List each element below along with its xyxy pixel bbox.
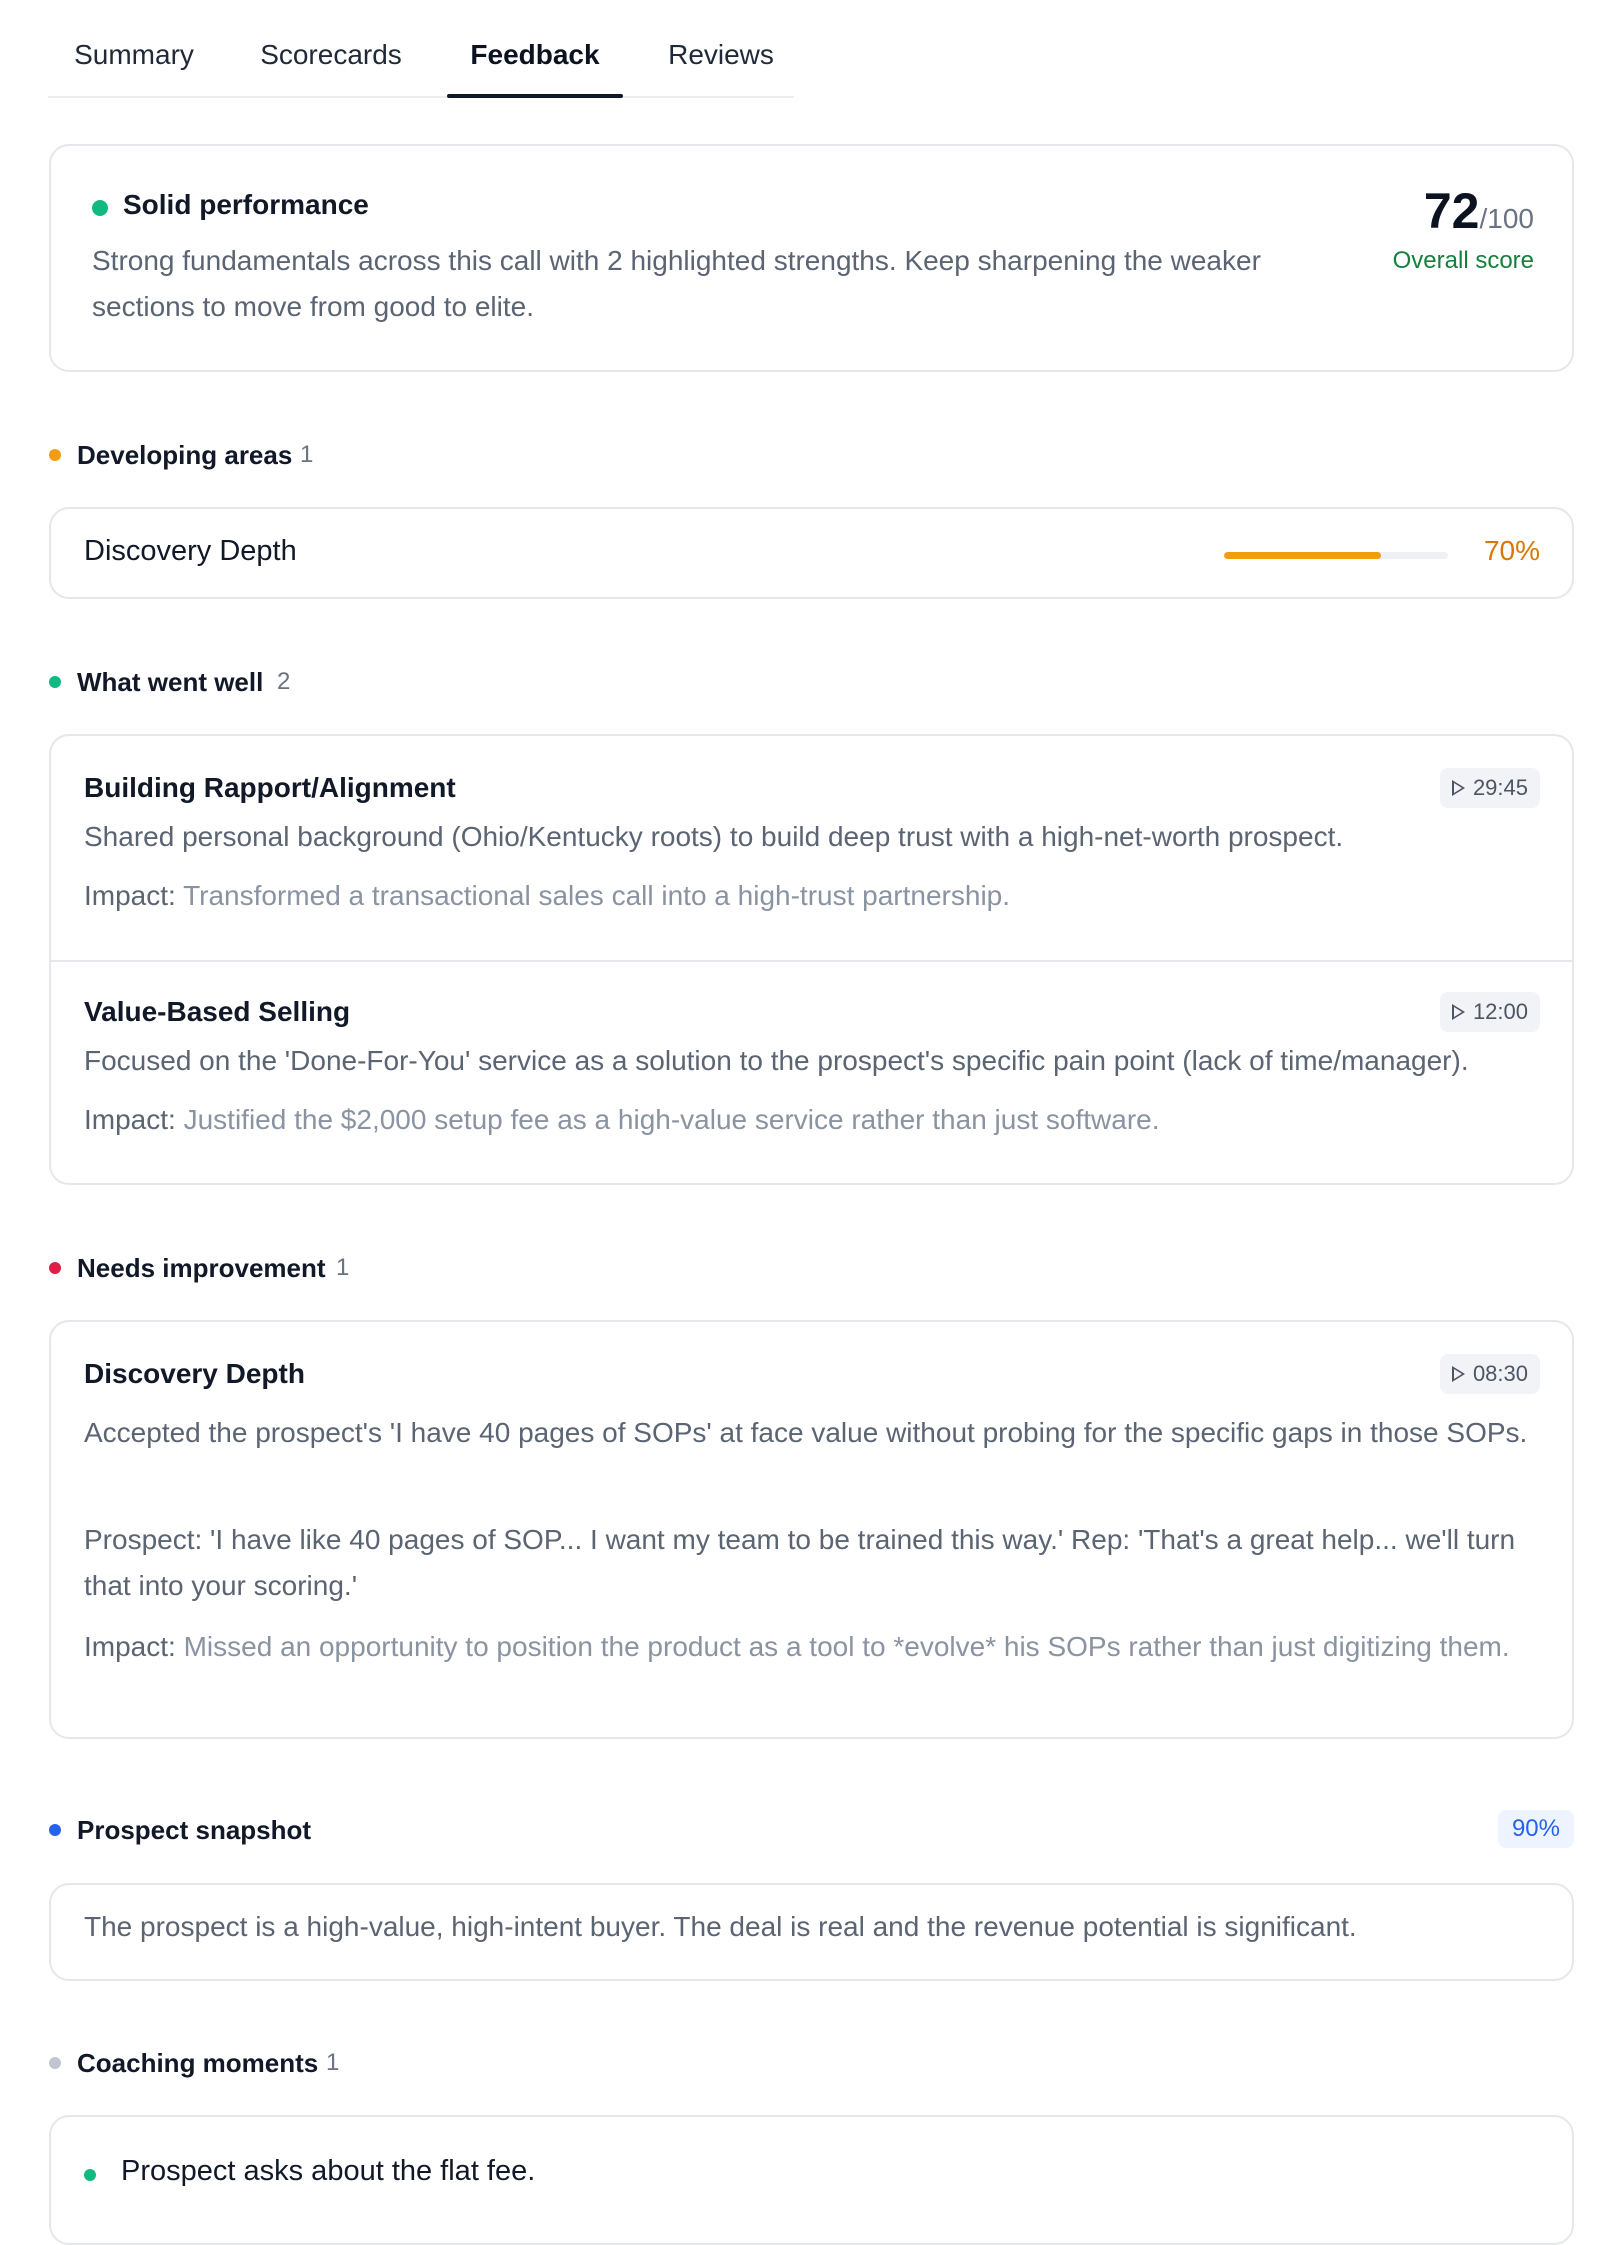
developing-area-percent: 70% bbox=[1483, 535, 1540, 566]
section-title: Coaching moments bbox=[77, 2048, 319, 2078]
item-title: Value-Based Selling bbox=[84, 996, 351, 1027]
orange-dot-icon bbox=[49, 449, 61, 461]
play-icon bbox=[1452, 780, 1465, 796]
tab-summary[interactable]: Summary bbox=[74, 39, 194, 70]
snapshot-percent-badge: 90% bbox=[1498, 1810, 1574, 1848]
went-well-card bbox=[49, 734, 1574, 1185]
section-count: 1 bbox=[300, 441, 314, 468]
tab-scorecards[interactable]: Scorecards bbox=[260, 39, 402, 70]
tab-reviews[interactable]: Reviews bbox=[668, 39, 774, 70]
feedback-item bbox=[51, 736, 1572, 960]
item-quote: Prospect: 'I have like 40 pages of SOP... I want my team to be trained this way.' Rep: 'That's a great help... we'll turn that into your scoring.' bbox=[84, 1524, 1516, 1601]
timestamp-button[interactable]: 12:00 bbox=[1440, 992, 1540, 1032]
tab-bar bbox=[48, 30, 794, 98]
score-value: 72 bbox=[1423, 183, 1480, 239]
item-impact: Impact: Missed an opportunity to position the product as a tool to *evolve* his SOPs rather than just digitizing them. bbox=[84, 1631, 1510, 1662]
tab-feedback[interactable]: Feedback bbox=[447, 30, 623, 96]
gray-dot-icon bbox=[49, 2057, 61, 2069]
coaching-moments-card bbox=[49, 2115, 1574, 2245]
item-description: Focused on the 'Done-For-You' service as a solution to the prospect's specific pain point (lack of time/manager). bbox=[84, 1045, 1469, 1076]
section-count: 1 bbox=[336, 1254, 350, 1281]
item-impact: Impact: Transformed a transactional sales call into a high-trust partnership. bbox=[84, 880, 1011, 911]
score-max: /100 bbox=[1479, 203, 1534, 234]
summary-description: Strong fundamentals across this call with 2 highlighted strengths. Keep sharpening the weaker sections to move from good to elite. bbox=[92, 245, 1261, 322]
timestamp-button[interactable]: 08:30 bbox=[1440, 1354, 1540, 1394]
needs-improvement-card bbox=[49, 1320, 1574, 1739]
item-title: Discovery Depth bbox=[84, 1358, 305, 1389]
prospect-snapshot-card bbox=[49, 1883, 1574, 1981]
score-label: Overall score bbox=[1392, 247, 1534, 274]
coaching-moment-text[interactable]: Prospect asks about the flat fee. bbox=[121, 2155, 536, 2187]
green-dot-icon bbox=[49, 676, 61, 688]
timestamp-button[interactable]: 29:45 bbox=[1440, 768, 1540, 808]
summary-title: Solid performance bbox=[123, 189, 369, 220]
section-title: Developing areas bbox=[77, 440, 293, 470]
progress-bar bbox=[1224, 552, 1448, 559]
item-impact: Impact: Justified the $2,000 setup fee as a high-value service rather than just software. bbox=[84, 1104, 1160, 1135]
snapshot-text: The prospect is a high-value, high-intent buyer. The deal is real and the revenue potential is significant. bbox=[84, 1911, 1357, 1942]
overall-score bbox=[1424, 182, 1534, 240]
item-description: Shared personal background (Ohio/Kentucky roots) to build deep trust with a high-net-worth prospect. bbox=[84, 821, 1344, 852]
green-dot-icon bbox=[84, 2169, 96, 2181]
section-count: 2 bbox=[277, 668, 291, 695]
feedback-item bbox=[51, 962, 1572, 1185]
play-icon bbox=[1452, 1366, 1465, 1382]
blue-dot-icon bbox=[49, 1824, 61, 1836]
section-title: Needs improvement bbox=[77, 1253, 326, 1283]
developing-area-name: Discovery Depth bbox=[84, 535, 297, 567]
status-dot-icon bbox=[92, 200, 108, 216]
section-title: Prospect snapshot bbox=[77, 1815, 312, 1845]
play-icon bbox=[1452, 1004, 1465, 1020]
summary-card bbox=[49, 144, 1574, 372]
red-dot-icon bbox=[49, 1262, 61, 1274]
section-title: What went well bbox=[77, 667, 264, 697]
section-count: 1 bbox=[326, 2049, 340, 2076]
progress-bar-fill bbox=[1224, 552, 1381, 559]
item-title: Building Rapport/Alignment bbox=[84, 772, 456, 803]
item-description: Accepted the prospect's 'I have 40 pages of SOPs' at face value without probing for the specific gaps in those SOPs. bbox=[84, 1417, 1528, 1448]
developing-area-row[interactable] bbox=[49, 507, 1574, 599]
